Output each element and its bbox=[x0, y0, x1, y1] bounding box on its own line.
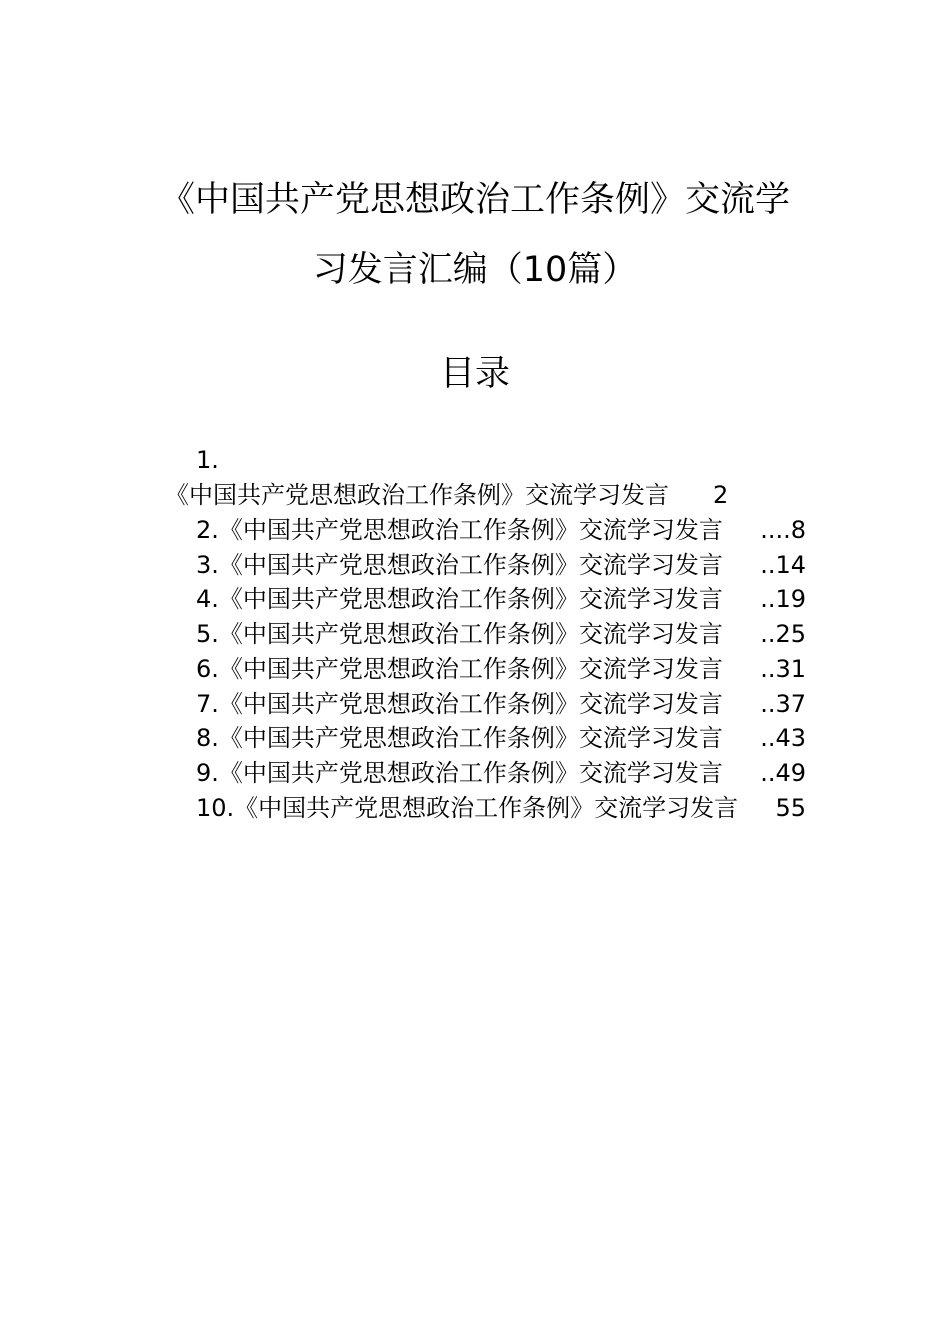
toc-entry-5[interactable] bbox=[196, 619, 806, 649]
toc-entry-2[interactable] bbox=[196, 515, 806, 545]
toc-entry-text: 6.《中国共产党思想政治工作条例》交流学习发言 bbox=[196, 655, 723, 683]
toc-entry-page: 49 bbox=[775, 759, 806, 787]
toc-entry-1-title[interactable]: 《中国共产党思想政治工作条例》交流学习发言 bbox=[165, 481, 669, 509]
toc-dot-leader: .. bbox=[760, 690, 776, 718]
toc-entry-page: 43 bbox=[775, 724, 806, 752]
toc-entry-page: 25 bbox=[775, 620, 806, 648]
document-title-line-2: 习发言汇编（10篇） bbox=[312, 250, 638, 290]
toc-entry-8[interactable] bbox=[196, 723, 806, 753]
toc-entry-3[interactable] bbox=[196, 550, 806, 580]
toc-dot-leader: .. bbox=[760, 585, 776, 613]
toc-entry-1-page[interactable]: 2 bbox=[713, 481, 729, 509]
toc-dot-leader: .. bbox=[760, 724, 776, 752]
toc-heading: 目录 bbox=[439, 354, 510, 394]
document-title-line-1: 《中国共产党思想政治工作条例》交流学 bbox=[159, 180, 790, 220]
toc-entry-7[interactable] bbox=[196, 689, 806, 719]
toc-entry-9[interactable] bbox=[196, 758, 806, 788]
toc-entry-1-number[interactable]: 1. bbox=[196, 446, 219, 474]
toc-entry-4[interactable] bbox=[196, 584, 806, 614]
toc-dot-leader: .. bbox=[760, 759, 776, 787]
toc-entry-10[interactable] bbox=[196, 793, 806, 823]
toc-entry-text: 3.《中国共产党思想政治工作条例》交流学习发言 bbox=[196, 551, 723, 579]
toc-dot-leader: .. bbox=[760, 551, 776, 579]
toc-dot-leader: .. bbox=[760, 620, 776, 648]
toc-entry-6[interactable] bbox=[196, 654, 806, 684]
toc-entry-page: 31 bbox=[775, 655, 806, 683]
toc-dot-leader: .. bbox=[760, 655, 776, 683]
toc-entry-text: 10.《中国共产党思想政治工作条例》交流学习发言 bbox=[196, 794, 739, 822]
toc-entry-text: 8.《中国共产党思想政治工作条例》交流学习发言 bbox=[196, 724, 723, 752]
toc-entry-text: 7.《中国共产党思想政治工作条例》交流学习发言 bbox=[196, 690, 723, 718]
toc-entry-page: 19 bbox=[775, 585, 806, 613]
toc-entry-text: 5.《中国共产党思想政治工作条例》交流学习发言 bbox=[196, 620, 723, 648]
toc-entry-page: 14 bbox=[775, 551, 806, 579]
toc-entry-page: 8 bbox=[790, 516, 806, 544]
toc-entry-page: 55 bbox=[775, 794, 806, 822]
toc-entry-text: 9.《中国共产党思想政治工作条例》交流学习发言 bbox=[196, 759, 723, 787]
toc-entry-page: 37 bbox=[775, 690, 806, 718]
toc-entry-text: 2.《中国共产党思想政治工作条例》交流学习发言 bbox=[196, 516, 723, 544]
toc-dot-leader: .... bbox=[760, 516, 791, 544]
toc-entry-text: 4.《中国共产党思想政治工作条例》交流学习发言 bbox=[196, 585, 723, 613]
